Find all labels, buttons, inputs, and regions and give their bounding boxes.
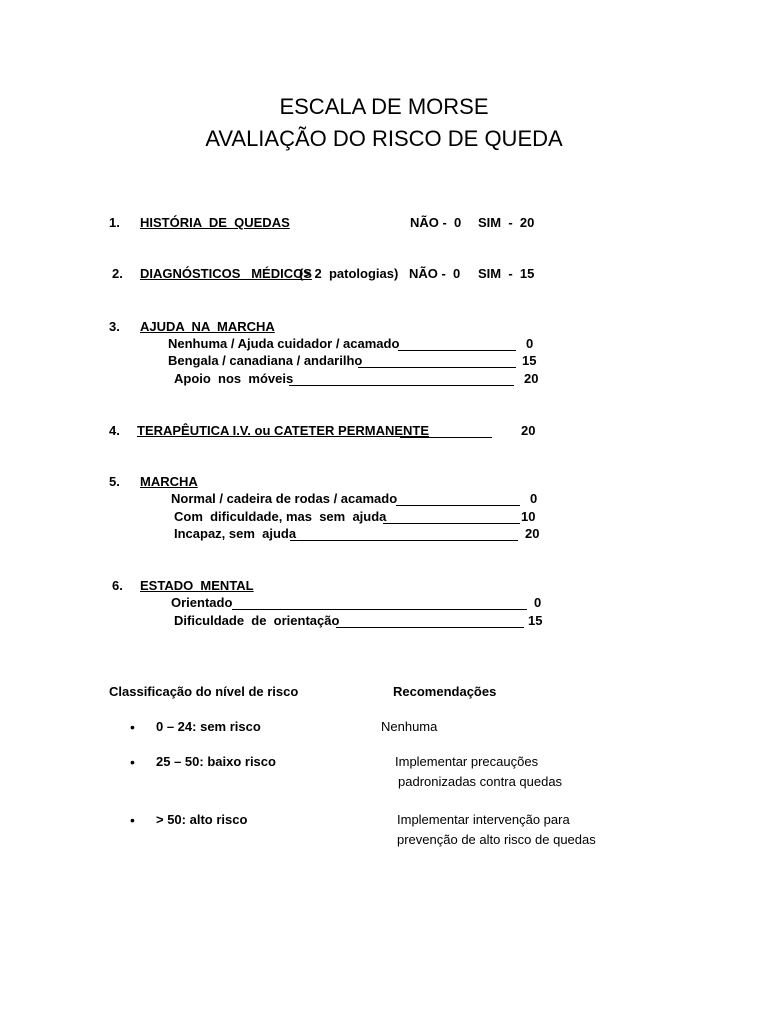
item-4-score: 20 bbox=[521, 423, 536, 438]
item-6-option-1: Orientado bbox=[171, 595, 233, 610]
item-3-option-3-score: 20 bbox=[524, 371, 539, 386]
item-6-option-2: Dificuldade de orientação bbox=[174, 613, 340, 628]
item-3-option-1-score: 0 bbox=[526, 336, 534, 351]
risk-level-3: > 50: alto risco bbox=[156, 812, 248, 827]
recommendation-1-line-1: Nenhuma bbox=[381, 719, 438, 734]
title-line-2: AVALIAÇÃO DO RISCO DE QUEDA bbox=[205, 126, 563, 151]
item-5-option-1-score: 0 bbox=[530, 491, 538, 506]
item-4-number: 4. bbox=[109, 423, 120, 438]
item-5-option-2-score: 10 bbox=[521, 509, 536, 524]
item-1-no: NÃO - 0 bbox=[410, 215, 462, 230]
item-2-no: NÃO - 0 bbox=[409, 266, 461, 281]
item-3-option-2-score: 15 bbox=[522, 353, 537, 368]
recommendation-2-line-1: Implementar precauções bbox=[395, 754, 539, 769]
item-3-option-1-blank bbox=[398, 350, 516, 351]
item-6-option-1-score: 0 bbox=[534, 595, 542, 610]
item-6-option-2-score: 15 bbox=[528, 613, 543, 628]
item-5-number: 5. bbox=[109, 474, 120, 489]
bullet-icon: • bbox=[130, 754, 135, 770]
risk-level-1: 0 – 24: sem risco bbox=[156, 719, 261, 734]
item-5-option-3-blank bbox=[290, 540, 518, 541]
item-3-label: AJUDA NA MARCHA bbox=[140, 319, 275, 334]
item-3-option-2-blank bbox=[358, 367, 516, 368]
item-3-option-1: Nenhuma / Ajuda cuidador / acamado bbox=[168, 336, 400, 351]
item-1-yes: SIM - 20 bbox=[478, 215, 535, 230]
item-4-label: TERAPÊUTICA I.V. ou CATETER PERMANENTE bbox=[137, 423, 430, 438]
item-6-option-1-blank bbox=[232, 609, 527, 610]
item-5-option-3-score: 20 bbox=[525, 526, 540, 541]
item-6-label: ESTADO MENTAL bbox=[140, 578, 254, 593]
title-line-1: ESCALA DE MORSE bbox=[279, 94, 489, 119]
recommendation-3-line-1: Implementar intervenção para bbox=[397, 812, 570, 827]
item-5-option-1-blank bbox=[396, 505, 520, 506]
item-3-option-3-blank bbox=[289, 385, 514, 386]
recommendation-3-line-2: prevenção de alto risco de quedas bbox=[397, 832, 596, 847]
bullet-icon: • bbox=[130, 719, 135, 735]
item-5-option-2-blank bbox=[383, 523, 520, 524]
risk-level-2: 25 – 50: baixo risco bbox=[156, 754, 276, 769]
item-2-label: DIAGNÓSTICOS MÉDICOS bbox=[140, 266, 312, 281]
item-3-option-3: Apoio nos móveis bbox=[174, 371, 294, 386]
item-2-extra: (> 2 patologias) bbox=[299, 266, 399, 281]
item-3-number: 3. bbox=[109, 319, 120, 334]
item-5-option-2: Com dificuldade, mas sem ajuda bbox=[174, 509, 387, 524]
item-2-number: 2. bbox=[112, 266, 123, 281]
recommendation-2-line-2: padronizadas contra quedas bbox=[398, 774, 563, 789]
item-2-yes: SIM - 15 bbox=[478, 266, 535, 281]
recommendations-header: Recomendações bbox=[393, 684, 497, 699]
bullet-icon: • bbox=[130, 812, 135, 828]
classification-header: Classificação do nível de risco bbox=[109, 684, 299, 699]
item-5-option-1: Normal / cadeira de rodas / acamado bbox=[171, 491, 398, 506]
item-1-label: HISTÓRIA DE QUEDAS bbox=[140, 215, 290, 230]
item-5-option-3: Incapaz, sem ajuda bbox=[174, 526, 297, 541]
item-1-number: 1. bbox=[109, 215, 120, 230]
item-5-label: MARCHA bbox=[140, 474, 198, 489]
item-3-option-2: Bengala / canadiana / andarilho bbox=[168, 353, 363, 368]
item-6-option-2-blank bbox=[336, 627, 524, 628]
item-4-blank bbox=[400, 437, 492, 438]
item-6-number: 6. bbox=[112, 578, 123, 593]
